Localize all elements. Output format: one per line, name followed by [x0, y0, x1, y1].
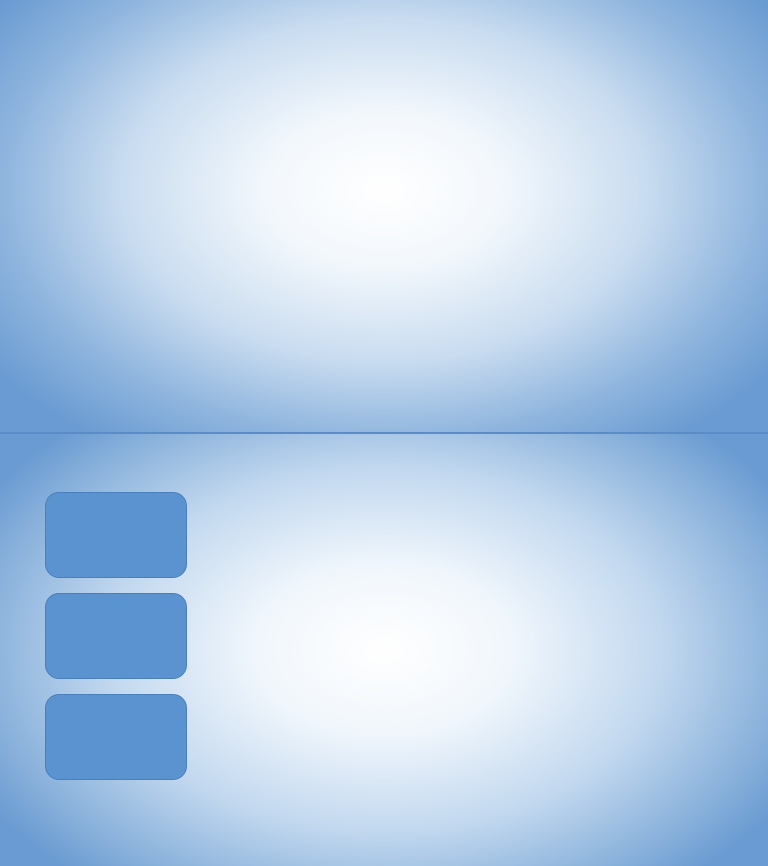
condition-box-1 [45, 492, 187, 578]
condition-box-2 [45, 593, 187, 679]
condition-box-3 [45, 694, 187, 780]
wiring-diagram-svg [0, 0, 768, 432]
wiring-diagram-panel [0, 0, 768, 432]
conditions-panel [0, 434, 768, 866]
